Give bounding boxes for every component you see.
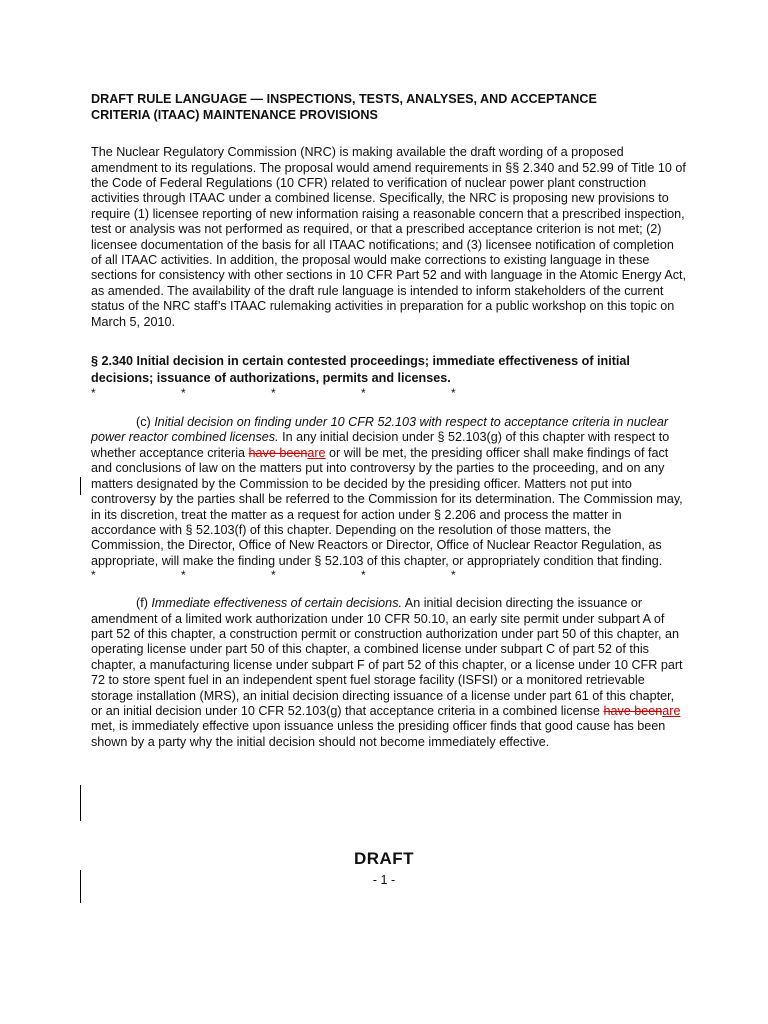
star: * [271,386,276,401]
change-bar [80,477,81,495]
star: * [181,568,186,583]
star: * [361,568,366,583]
document-title [91,92,687,123]
paragraph-c-heading: Initial decision on finding under 10 CFR 52.103 with respect to acceptance criteria in nuclear power reactor combined licenses. [91,415,669,445]
paragraph-f-heading: Immediate effectiveness of certain decisions. [151,596,402,611]
paragraph-c-text-1: In any initial decision under § 52.103(g) of this chapter with respect to whether acceptance criteria [91,430,670,460]
paragraph-f-text-2: met, is immediately effective upon issuance unless the presiding officer finds that good cause has been shown by a party why the initial decision should not become immediately effective. [91,719,666,749]
star: * [451,568,456,583]
title-line-2: CRITERIA (ITAAC) MAINTENANCE PROVISIONS [91,107,378,122]
deleted-text: have been [248,445,308,460]
star: * [271,568,276,583]
paragraph-f-label: (f) [136,596,152,611]
document-body [91,92,687,750]
star: * [361,386,366,401]
intro-paragraph: The Nuclear Regulatory Commission (NRC) is making available the draft wording of a proposed amendment to its regulations. The proposal would amend requirements in §§ 2.340 and 52.99 of Title 10 of the Code of Federal Regulations (10 CFR) related to verification of nuclear power plant construction activities through ITAAC under a combined license. Specifically, the NRC is proposing new provisions to require (1) licensee reporting of new information raising a reasonable concern that a prescribed inspection, test or analysis was not performed as required, or that a prescribed acceptance criterion is not met; (2) licensee documentation of the basis for all ITAAC notifications; and (3) licensee notification of completion of all ITAAC activities. In addition, the proposal would make corrections to existing language in these sections for consistency with other sections in 10 CFR Part 52 and with language in the Atomic Energy Act, as amended. The availability of the draft rule language is intended to inform stakeholders of the current status of the NRC staff’s ITAAC rulemaking activities in preparation for a public workshop on this topic on March 5, 2010. [91,145,687,329]
omission-stars [91,569,687,582]
deleted-text: have been [603,703,663,718]
section-heading: § 2.340 Initial decision in certain contested proceedings; immediate effectiveness of initial decisions; issuance of authorizations, permits and licenses. [91,354,630,386]
title-line-1: DRAFT RULE LANGUAGE — INSPECTIONS, TESTS, ANALYSES, AND ACCEPTANCE [91,92,597,106]
omission-stars [91,387,687,400]
star: * [91,568,96,583]
paragraph-c-text-2: or will be met, the presiding officer shall make findings of fact and conclusions of law on the matters put into controversy by the parties to the proceeding, and on any matters designated by the Commission to be decided by the presiding officer. Matters not put into controversy by the parties shall be referred to the Commission for its determination. The Commission may, in its discretion, treat the matter as a request for action under § 2.206 and process the matter in accordance with § 52.103(f) of this chapter. Depending on the resolution of those matters, the Commission, the Director, Office of New Reactors or Director, Office of Nuclear Reactor Regulation, as appropriate, will make the finding under § 52.103 of this chapter, or appropriately condition that finding. [91,445,683,568]
footer-draft-label: DRAFT [353,849,415,868]
inserted-text: are [662,703,681,718]
page-number: - 1 - [372,873,396,887]
paragraph-c-label: (c) [136,415,155,430]
star: * [91,386,96,401]
paragraph-c [91,415,687,569]
star: * [451,386,456,401]
star: * [181,386,186,401]
inserted-text: are [307,445,326,460]
paragraph-f-text-1: An initial decision directing the issuance or amendment of a limited work authorization under 10 CFR 50.10, an early site permit under subpart A of part 52 of this chapter, a construction permit or construction authorization under part 50 of this chapter, an operating license under part 50 of this chapter, a combined license under subpart C of part 52 of this chapter, a manufacturing license under subpart F of part 52 of this chapter, or a license under 10 CFR part 72 to store spent fuel in an independent spent fuel storage facility (ISFSI) or a monitored retrievable storage installation (MRS), an initial decision directing issuance of a license under part 61 of this chapter, or an initial decision under 10 CFR 52.103(g) that acceptance criteria in a combined license [91,596,683,718]
change-bar [80,785,81,821]
paragraph-f [91,596,687,750]
